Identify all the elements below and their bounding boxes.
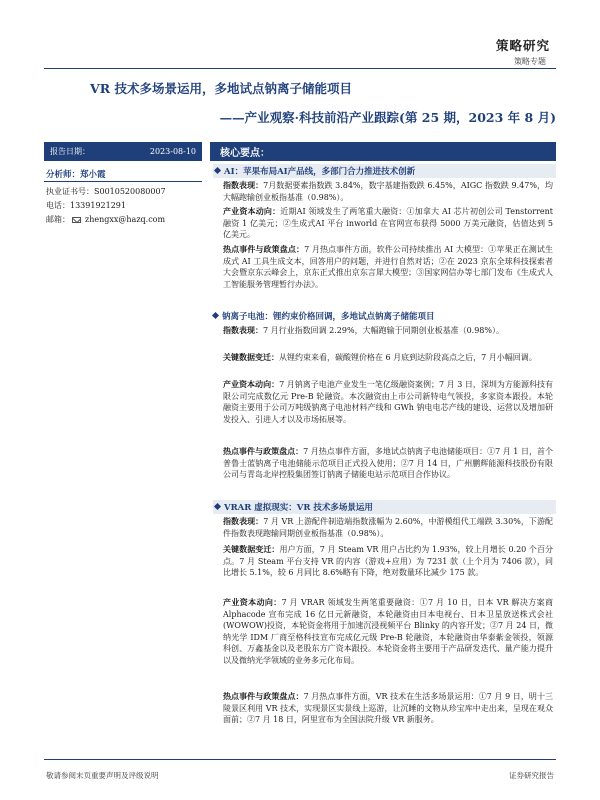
analyst-divider — [44, 181, 202, 182]
ai-capital-paragraph: 产业资本动向：近期AI 领域发生了两笔重大融资：①加拿大 AI 芯片初创公司 Tenstorrent 融资 1 亿美元；②生成式AI 平台 inworld 在官网宣布获得 5000 万美元融资，估值达到 5 亿美元。 — [223, 206, 553, 239]
sodium-events-paragraph: 热点事件与政策盘点：7 月热点事件方面，多地试点钠离子电池储能项目：①7 月 1 日，首个普鲁士蓝钠离子电池储能示范项目正式投入使用；②7 月 14 日，广州鹏辉能源科技股份有限公司与青岛北岸控股集团签订钠离子储能电站示范项目合作协议。 — [223, 446, 553, 479]
sodium-data-paragraph: 关键数据变迁：从锂约束来看，碳酸锂价格在 6 月底到达阶段高点之后，7 月小幅回调。 — [223, 352, 537, 362]
vrar-data-paragraph: 关键数据变迁：用户方面，7 月 Steam VR 用户占比约为 1.93%，较上月增长 0.20 个百分点。7 月 Steam 平台支持 VR 的内容（游戏+应用）为 7231 款（上个月为 7406 款），同比增长 5.1%，较 6 月同比 8.6%略有下降，绝对数量环比减少 175 款。 — [223, 544, 554, 577]
vrar-index-paragraph: 指数表现：7 月 VR 上游配件制造端指数涨幅为 2.60%，中游模组代工端跌 3.30%，下游配件指数表现跑输同期创业板指基准（0.98%）。 — [223, 516, 554, 538]
report-title: VR 技术多场景运用，多地试点钠离子储能项目 — [90, 81, 352, 96]
section-title-ai: AI：苹果布局AI产品线，多部门合力推进技术创新 — [213, 164, 556, 178]
report-date-bar — [44, 142, 202, 161]
mail-icon — [72, 217, 81, 223]
diamond-bullet-icon — [212, 312, 219, 319]
header-divider — [44, 68, 556, 69]
ai-index-paragraph: 指数表现：7月数据要素指数跌 3.84%，数字基建指数跌 6.45%，AIGC 指数跌 9.47%，均大幅跑输创业板指基准（0.98%）。 — [223, 180, 554, 202]
section-title-vrar: VRAR 虚拟现实：VR 技术多场景运用 — [213, 500, 556, 514]
ai-events-paragraph: 热点事件与政策盘点：7 月热点事件方面，软件公司持续推出 AI 大模型：①苹果正在测试生成式 AI 工具生成文本，回答用户的问题，并进行自然对话；②在 2023 京东全球科技探索者大会暨京东云峰会上，京东正式推出京东言犀大模型；③国家网信办等七部门发布《生成式人工智能服务管理暂行办法》。 — [223, 244, 554, 289]
footer-divider — [44, 759, 556, 760]
report-category: 策略研究 — [495, 38, 550, 53]
analyst-cert: 执业证书号：S0010520080007 — [46, 187, 166, 196]
key-points-heading: 核心要点： — [210, 142, 556, 161]
vrar-capital-paragraph: 产业资本动向：7 月 VRAR 领域发生两笔重要融资：①7 月 10 日，日本 VR 解决方案商 Alphacode 宣布完成 16 亿日元新融资，本轮融资由日本电视台、日本卫星放送株式会社(WOWOW)投资，本轮资金将用于加速沉浸视频平台 Blinky 的内容开发；②7 月 24 日，微纳光学 IDM 厂商至格科技宣布完成亿元级 Pre-B 轮融资，本轮融资由华泰紫金领投，领源科创、万鑫基金以及老股东方广资本跟投。本轮资金将主要用于产品研发迭代、量产能力提升以及微纳光学领域的业务多元化布局。 — [223, 597, 554, 665]
analyst-name: 分析师：郑小霞 — [46, 170, 106, 180]
sodium-capital-paragraph: 产业资本动向：7 月钠离子电池产业发生一笔亿级融资案例；7 月 3 日，深圳为方能源科技有限公司完成数亿元 Pre-B 轮融资。本次融资由上市公司新特电气领投，多家资本跟投。本轮融资主要用于公司万吨级钠离子电池材料产线和 GWh 钠电电芯产线的建设、运营以及增加研发投入、引进人才以及市场拓展等。 — [223, 379, 553, 424]
analyst-phone: 电话：13391921291 — [46, 201, 126, 210]
analyst-email-row — [46, 214, 165, 225]
sodium-index-paragraph: 指数表现：7 月行业指数回调 2.29%，大幅跑输于同期创业板基准（0.98%）。 — [223, 325, 505, 335]
footer-report-type: 证券研究报告 — [509, 771, 554, 780]
report-date-value: 2023-08-10 — [149, 147, 196, 156]
diamond-bullet-icon — [214, 503, 221, 510]
footer-disclaimer: 敬请参阅末页重要声明及评级说明 — [46, 771, 159, 780]
section-title-sodium-battery: 钠离子电池：锂约束价格回调，多地试点钠离子储能项目 — [213, 310, 435, 322]
vrar-events-paragraph: 热点事件与政策盘点：7 月热点事件方面，VR 技术在生活多场景运用：①7 月 9 日，明十三陵景区利用 VR 技术，实现景区实景线上巡游，让沉睡的文物从珍宝库中走出来，呈现在观众面前；②7 月 18 日，阿里宣布为全国法院升级 VR 新服务。 — [223, 691, 553, 724]
report-subcategory: 策略专题 — [514, 57, 546, 66]
report-subtitle: ——产业观察·科技前沿产业跟踪(第 25 期，2023 年 8 月) — [219, 110, 556, 125]
analyst-email-label: 邮箱： — [46, 215, 70, 224]
diamond-bullet-icon — [214, 167, 221, 174]
analyst-email[interactable]: zhengxx@hazq.com — [85, 215, 166, 224]
report-date-label: 报告日期： — [50, 147, 90, 156]
